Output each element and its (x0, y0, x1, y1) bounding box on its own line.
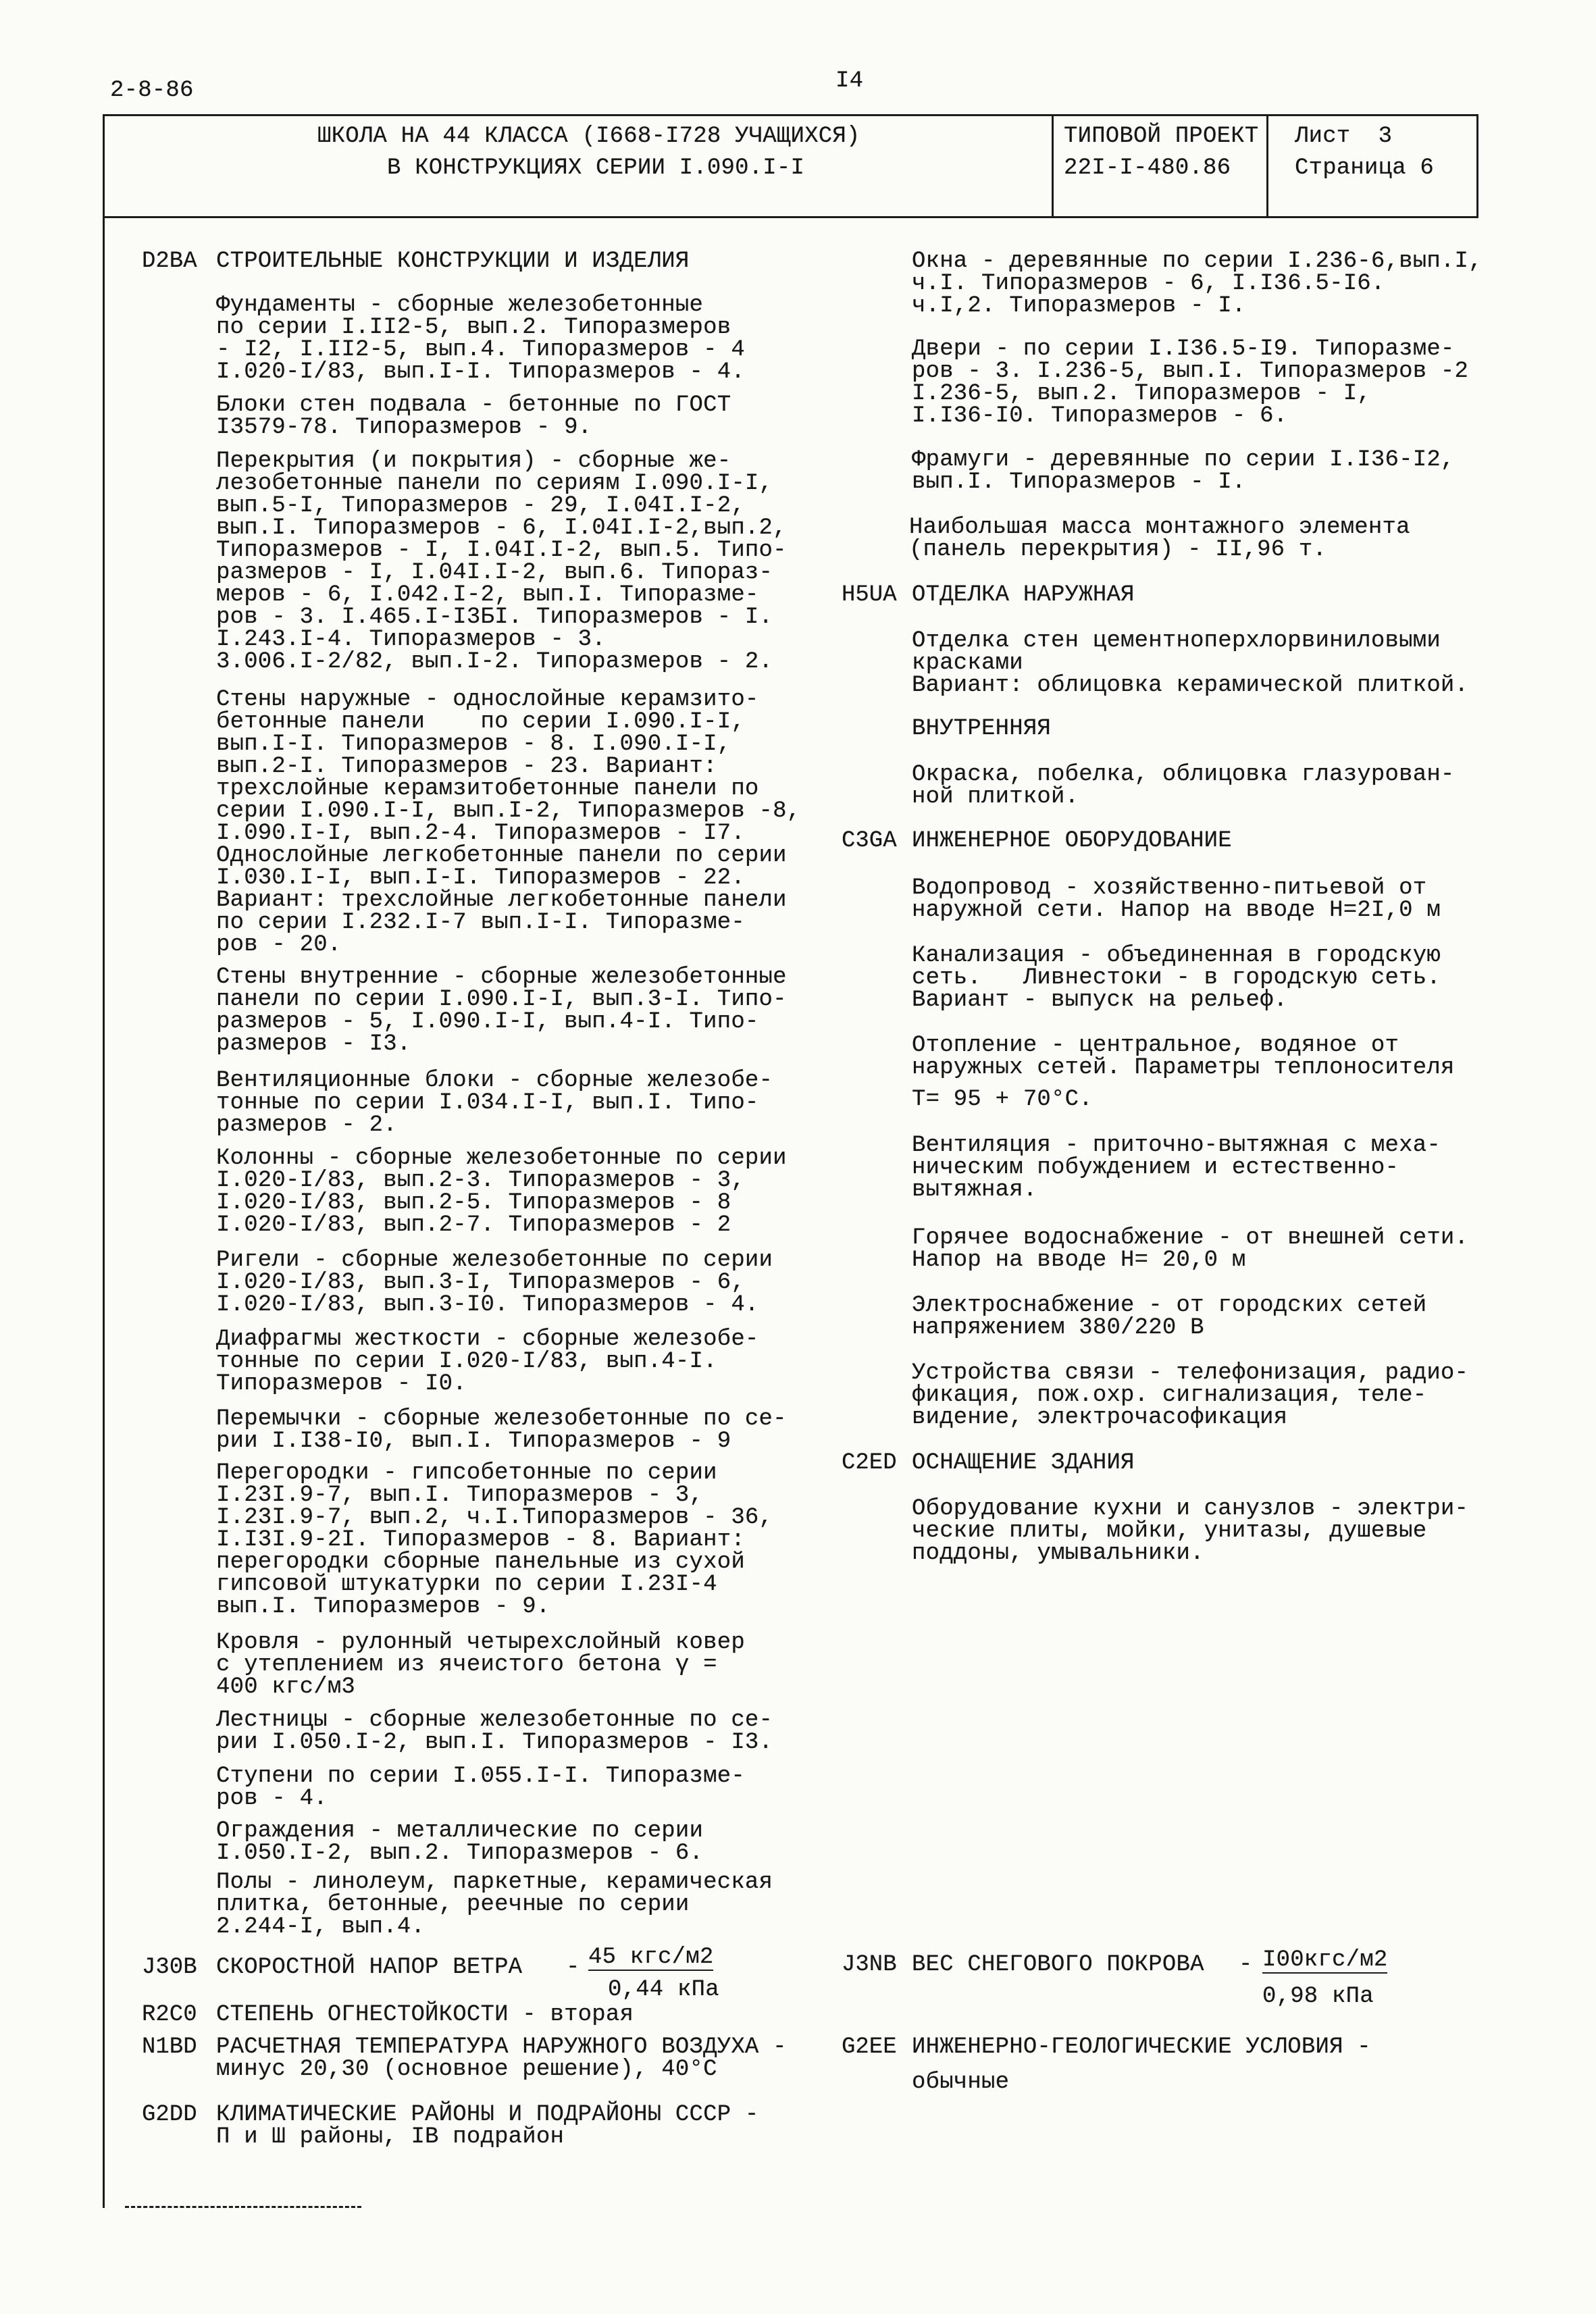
snow-dash: - (1239, 1952, 1253, 1978)
project-label: ТИПОВОЙ ПРОЕКТ (1064, 124, 1259, 149)
equipment-heading: ОСНАЩЕНИЕ ЗДАНИЯ (912, 1450, 1135, 1476)
fire-code: R2C0 (142, 2002, 197, 2028)
roofing-paragraph: Кровля - рулонный четырехслойный ковер с утеплением из ячеистого бетона γ = 400 кгс/м3 (216, 1630, 745, 1700)
climate-code: G2DD (142, 2102, 197, 2128)
snow-label: ВЕС СНЕГОВОГО ПОКРОВА (912, 1952, 1204, 1978)
wind-code: J30B (142, 1955, 197, 1980)
page-number: I4 (835, 68, 864, 94)
project-number: 22I-I-480.86 (1064, 155, 1231, 181)
temperature-text: РАСЧЕТНАЯ ТЕМПЕРАТУРА НАРУЖНОГО ВОЗДУХА - минус 20,30 (основное решение), 40°С (216, 2034, 787, 2082)
exterior-walls-paragraph: Стены наружные - однослойные керамзито- бетонные панели по серии I.090.I-I, вып.I-I. Типоразмеров - 8. I.090.I-I, вып.2-I. Типоразмеров - 23. Вариант: трехслойные керамзитобетонные панели по серии I.090.I-I, вып.I-2, Типоразмеров -8, I.090.I-I, вып.2-4. Типоразмеров - I7. Однослойные легкобетонные панели по серии I.030.I-I, вып.I-I. Типоразмеров - 22. Вариант: трехслойные легкобетонные панели по серии I.232.I-7 вып.I-I. Типоразме- ров - 20. (216, 687, 801, 958)
frame-bottom-dashed-line (125, 2206, 361, 2208)
doors-paragraph: Двери - по серии I.I36.5-I9. Типоразме- ров - 3. I.236-5, вып.I. Типоразмеров -2 I.236-5, вып.2. Типоразмеров - I, I.I36-I0. Типоразмеров - 6. (912, 336, 1469, 429)
wind-numerator: 45 кгс/м2 (588, 1945, 714, 1970)
geology-value: обычные (912, 2069, 1010, 2095)
steps-paragraph: Ступени по серии I.055.I-I. Типоразме- ров - 4. (216, 1764, 745, 1811)
temperature-code: N1BD (142, 2034, 197, 2060)
foundations-paragraph: Фундаменты - сборные железобетонные по серии I.II2-5, вып.2. Типоразмеров - I2, I.II2-5, вып.4. Типоразмеров - 4 I.020-I/83, вып.I-I. Типоразмеров - 4. (216, 292, 745, 385)
title-line-2: В КОНСТРУКЦИЯХ СЕРИИ I.090.I-I (387, 155, 805, 181)
stiffening-diaphragms-paragraph: Диафрагмы жесткости - сборные железобе- тонные по серии I.020-I/83, вып.4-I. Типоразмеров - I0. (216, 1327, 759, 1397)
snow-code: J3NB (842, 1952, 897, 1978)
title-block-divider-2 (1266, 114, 1268, 218)
hot-water-paragraph: Горячее водоснабжение - от внешней сети. Напор на вводе Н= 20,0 м (912, 1225, 1469, 1273)
title-block-bottom-border (103, 216, 1478, 218)
ventilation-paragraph: Вентиляция - приточно-вытяжная с меха- ническим побуждением и естественно- вытяжная. (912, 1133, 1441, 1203)
heating-paragraph: Отопление - центральное, водяное от наружных сетей. Параметры теплоносителя (912, 1033, 1455, 1081)
geology-code: G2EE (842, 2034, 897, 2060)
snow-denominator: 0,98 кПа (1262, 1984, 1374, 2009)
power-supply-paragraph: Электроснабжение - от городских сетей напряжением 380/220 В (912, 1293, 1427, 1341)
sewerage-paragraph: Канализация - объединенная в городскую сеть. Ливнестоки - в городскую сеть. Вариант - выпуск на рельеф. (912, 943, 1441, 1013)
title-block-top-border (103, 114, 1478, 116)
title-block-divider-1 (1052, 114, 1054, 218)
transoms-paragraph: Фрамуги - деревянные по серии I.I36-I2, вып.I. Типоразмеров - I. (912, 447, 1455, 495)
interior-walls-paragraph: Стены внутренние - сборные железобетонные панели по серии I.090.I-I, вып.3-I. Типо- размеров - 5, I.090.I-I, вып.4-I. Типо- размеров - I3. (216, 965, 787, 1057)
geology-label: ИНЖЕНЕРНО-ГЕОЛОГИЧЕСКИЕ УСЛОВИЯ - (912, 2034, 1371, 2060)
columns-paragraph: Колонны - сборные железобетонные по серии I.020-I/83, вып.2-3. Типоразмеров - 3, I.020-I/83, вып.2-5. Типоразмеров - 8 I.020-I/83, вып.2-7. Типоразмеров - 2 (216, 1146, 787, 1238)
interior-finishing-heading: ВНУТРЕННЯЯ (912, 716, 1052, 742)
windows-paragraph: Окна - деревянные по серии I.236-6,вып.I, ч.I. Типоразмеров - 6, I.I36.5-I6. ч.I,2. Типоразмеров - I. (912, 249, 1483, 319)
railings-paragraph: Ограждения - металлические по серии I.050.I-2, вып.2. Типоразмеров - 6. (216, 1818, 704, 1866)
engineering-heading: ИНЖЕНЕРНОЕ ОБОРУДОВАНИЕ (912, 828, 1232, 854)
finishing-code: H5UA (842, 582, 897, 608)
equipment-code: C2ED (842, 1450, 897, 1476)
lintels-paragraph: Перемычки - сборные железобетонные по се- рии I.I38-I0, вып.I. Типоразмеров - 9 (216, 1406, 787, 1454)
wind-denominator: 0,44 кПа (608, 1977, 719, 2003)
title-block-right-border (1476, 114, 1478, 218)
sheet-label: Лист 3 (1295, 124, 1393, 149)
heating-parameters: Т= 95 + 70°С. (912, 1087, 1093, 1112)
snow-numerator: I00кгс/м2 (1262, 1947, 1388, 1973)
ventilation-blocks-paragraph: Вентиляционные блоки - сборные железобе- тонные по серии I.034.I-I, вып.I. Типо- размеров - 2. (216, 1068, 773, 1138)
exterior-finishing-paragraph: Отделка стен цементноперхлорвиниловыми красками Вариант: облицовка керамической плиткой. (912, 628, 1469, 698)
structures-code: D2BA (142, 249, 197, 274)
structures-heading: СТРОИТЕЛЬНЫЕ КОНСТРУКЦИИ И ИЗДЕЛИЯ (216, 249, 690, 274)
engineering-code: C3GA (842, 828, 897, 854)
water-supply-paragraph: Водопровод - хозяйственно-питьевой от наружной сети. Напор на вводе Н=2I,0 м (912, 875, 1441, 923)
wind-label: СКОРОСТНОЙ НАПОР ВЕТРА (216, 1955, 523, 1980)
climate-text: КЛИМАТИЧЕСКИЕ РАЙОНЫ И ПОДРАЙОНЫ СССР - П и Ш районы, IВ подрайон (216, 2102, 759, 2150)
date-code: 2-8-86 (110, 78, 194, 103)
crossbars-paragraph: Ригели - сборные железобетонные по серии I.020-I/83, вып.3-I, Типоразмеров - 6, I.020-I/83, вып.3-I0. Типоразмеров - 4. (216, 1248, 773, 1318)
interior-finishing-paragraph: Окраска, побелка, облицовка глазурован- ной плиткой. (912, 762, 1455, 810)
partitions-paragraph: Перегородки - гипсобетонные по серии I.23I.9-7, вып.I. Типоразмеров - 3, I.23I.9-7, вып.2, ч.I.Типоразмеров - 36, I.I3I.9-2I. Типоразмеров - 8. Вариант: перегородки сборные панельные из сухой гипсовой штукатурки по серии I.23I-4 вып.I. Типоразмеров - 9. (216, 1460, 773, 1620)
floor-slabs-paragraph: Перекрытия (и покрытия) - сборные же- лезобетонные панели по сериям I.090.I-I, вып.5-I, Типоразмеров - 29, I.04I.I-2, вып.I. Типоразмеров - 6, I.04I.I-2,вып.2, Типоразмеров - I, I.04I.I-2, вып.5. Типо- размеров - I, I.04I.I-2, вып.6. Типораз- меров - 6, I.042.I-2, вып.I. Типоразме- ров - 3. I.465.I-I3БI. Типоразмеров - I. I.243.I-4. Типоразмеров - 3. 3.006.I-2/82, вып.I-2. Типоразмеров - 2. (216, 448, 787, 675)
frame-left-border (103, 114, 105, 2208)
max-element-mass-paragraph: Наибольшая масса монтажного элемента (панель перекрытия) - II,96 т. (909, 515, 1410, 563)
wind-dash: - (566, 1955, 580, 1980)
equipment-paragraph: Оборудование кухни и санузлов - электри- ческие плиты, мойки, унитазы, душевые поддоны, умывальники. (912, 1496, 1469, 1566)
page-label: Страница 6 (1295, 155, 1435, 181)
title-line-1: ШКОЛА НА 44 КЛАССА (I668-I728 УЧАЩИХСЯ) (317, 124, 860, 149)
communications-paragraph: Устройства связи - телефонизация, радио- фикация, пож.охр. сигнализация, теле- видение, электрочасофикация (912, 1360, 1469, 1431)
floors-paragraph: Полы - линолеум, паркетные, керамическая плитка, бетонные, реечные по серии 2.244-I, вып.4. (216, 1870, 773, 1940)
stairs-paragraph: Лестницы - сборные железобетонные по се- рии I.050.I-2, вып.I. Типоразмеров - I3. (216, 1707, 773, 1755)
basement-blocks-paragraph: Блоки стен подвала - бетонные по ГОСТ I3579-78. Типоразмеров - 9. (216, 392, 731, 440)
fire-text: СТЕПЕНЬ ОГНЕСТОЙКОСТИ - вторая (216, 2002, 634, 2028)
finishing-heading: ОТДЕЛКА НАРУЖНАЯ (912, 582, 1135, 608)
